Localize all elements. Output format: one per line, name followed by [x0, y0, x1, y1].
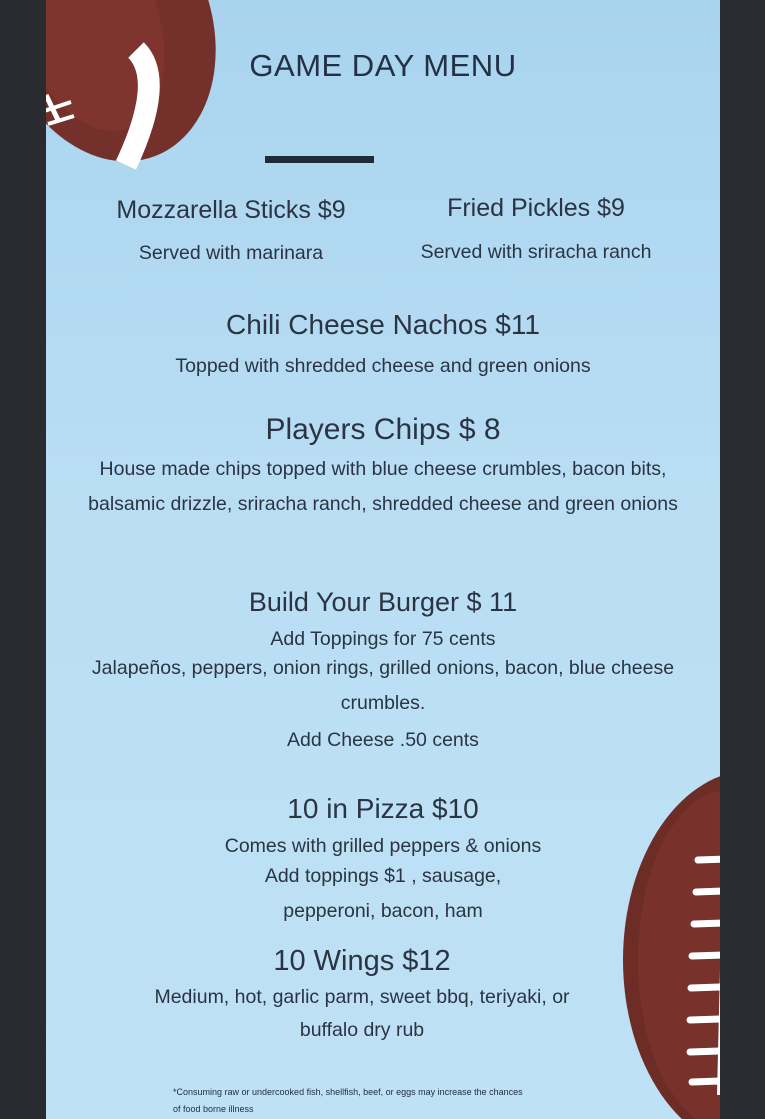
left-border: [0, 0, 46, 1119]
item-description: Add Toppings for 75 cents: [270, 628, 496, 650]
menu-title: GAME DAY MENU: [249, 48, 517, 83]
item-description: Add toppings $1 , sausage,: [264, 865, 502, 887]
item-description: Jalapeños, peppers, onion rings, grilled onions, bacon, blue cheese: [91, 657, 675, 679]
item-name: Build Your Burger $ 11: [248, 587, 518, 617]
right-border: [720, 0, 765, 1119]
item-description: Served with sriracha ranch: [420, 241, 652, 263]
item-name: Players Chips $ 8: [265, 413, 501, 446]
footnote: *Consuming raw or undercooked fish, shellfish, beef, or eggs may increase the chances: [173, 1087, 523, 1097]
item-name: Fried Pickles $9: [447, 194, 625, 222]
item-description: Comes with grilled peppers & onions: [224, 835, 542, 857]
football-icon: [46, 0, 226, 170]
item-description: pepperoni, bacon, ham: [283, 900, 483, 922]
item-description: Medium, hot, garlic parm, sweet bbq, teriyaki, or: [154, 986, 570, 1008]
item-description: House made chips topped with blue cheese crumbles, bacon bits,: [99, 458, 667, 480]
item-name: 10 Wings $12: [273, 945, 451, 977]
item-description: buffalo dry rub: [299, 1019, 425, 1041]
footnote: of food borne illness: [173, 1104, 254, 1114]
menu-page: [46, 0, 720, 1119]
item-name: Chili Cheese Nachos $11: [226, 309, 540, 340]
item-description: balsamic drizzle, sriracha ranch, shredded cheese and green onions: [88, 493, 678, 515]
item-description: crumbles.: [340, 692, 426, 714]
item-description: Served with marinara: [138, 242, 324, 264]
title-divider: [265, 156, 374, 163]
item-description: Add Cheese .50 cents: [287, 729, 479, 751]
item-name: 10 in Pizza $10: [287, 793, 479, 824]
item-name: Mozzarella Sticks $9: [116, 196, 346, 224]
item-description: Topped with shredded cheese and green onions: [175, 355, 591, 377]
